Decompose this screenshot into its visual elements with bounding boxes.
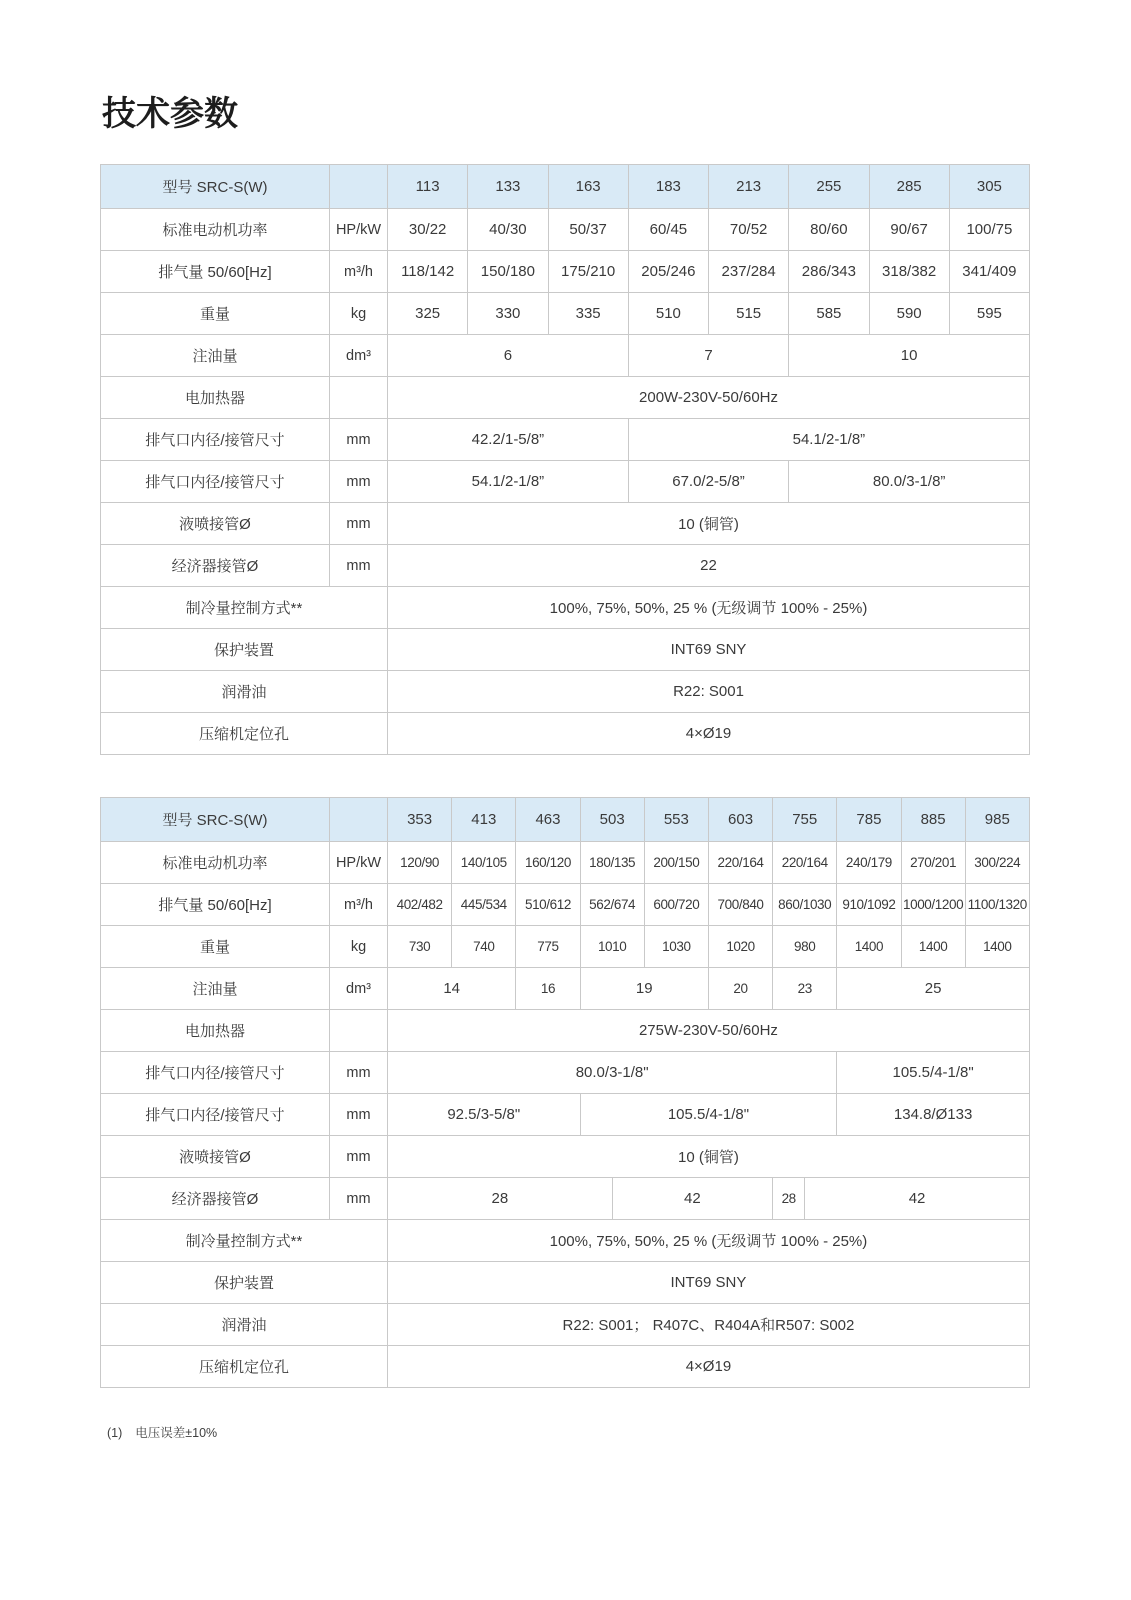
- value-cell: 70/52: [709, 209, 789, 251]
- spec-row: [101, 968, 1030, 1010]
- value-cell: 10 (铜管): [388, 503, 1030, 545]
- value-cell: 150/180: [468, 251, 548, 293]
- value-cell: 50/37: [548, 209, 628, 251]
- value-cell: 80.0/3-1/8": [388, 1052, 837, 1094]
- value-cell: 510/612: [516, 884, 580, 926]
- value-cell: 67.0/2-5/8”: [628, 461, 789, 503]
- spec-label: 压缩机定位孔: [101, 713, 388, 755]
- model-row-label: 型号 SRC-S(W): [101, 165, 330, 209]
- unit-cell: mm: [330, 1136, 388, 1178]
- spec-table-2-grid: [100, 797, 1030, 1388]
- spec-row: [101, 209, 1030, 251]
- value-cell: 300/224: [965, 842, 1029, 884]
- value-cell: 40/30: [468, 209, 548, 251]
- spec-row: [101, 377, 1030, 419]
- value-cell: 562/674: [580, 884, 644, 926]
- value-cell: 1030: [644, 926, 708, 968]
- value-cell: 92.5/3-5/8": [388, 1094, 581, 1136]
- model-cell: 885: [901, 798, 965, 842]
- value-cell: 175/210: [548, 251, 628, 293]
- spec-label: 制冷量控制方式**: [101, 587, 388, 629]
- value-cell: R22: S001: [388, 671, 1030, 713]
- value-cell: 16: [516, 968, 580, 1010]
- unit-cell: kg: [330, 293, 388, 335]
- unit-cell: mm: [330, 1178, 388, 1220]
- spec-label: 排气量 50/60[Hz]: [101, 884, 330, 926]
- value-cell: 54.1/2-1/8”: [388, 461, 629, 503]
- value-cell: 25: [837, 968, 1030, 1010]
- value-cell: 1010: [580, 926, 644, 968]
- value-cell: 740: [452, 926, 516, 968]
- spec-row: [101, 503, 1030, 545]
- value-cell: 286/343: [789, 251, 869, 293]
- value-cell: 730: [388, 926, 452, 968]
- value-cell: 180/135: [580, 842, 644, 884]
- unit-cell: mm: [330, 503, 388, 545]
- spec-row: [101, 884, 1030, 926]
- value-cell: 1020: [708, 926, 772, 968]
- unit-cell: mm: [330, 461, 388, 503]
- value-cell: 910/1092: [837, 884, 901, 926]
- model-cell: 353: [388, 798, 452, 842]
- value-cell: 1100/1320: [965, 884, 1029, 926]
- value-cell: 4×Ø19: [388, 713, 1030, 755]
- spec-label: 排气口内径/接管尺寸: [101, 1052, 330, 1094]
- spec-label: 经济器接管Ø: [101, 545, 330, 587]
- value-cell: 19: [580, 968, 708, 1010]
- spec-label: 排气口内径/接管尺寸: [101, 461, 330, 503]
- value-cell: 325: [388, 293, 468, 335]
- value-cell: 10 (铜管): [388, 1136, 1030, 1178]
- value-cell: 200W-230V-50/60Hz: [388, 377, 1030, 419]
- value-cell: 42: [805, 1178, 1030, 1220]
- value-cell: 220/164: [708, 842, 772, 884]
- value-cell: 105.5/4-1/8": [580, 1094, 837, 1136]
- value-cell: 54.1/2-1/8”: [628, 419, 1029, 461]
- value-cell: R22: S001； R407C、R404A和R507: S002: [388, 1304, 1030, 1346]
- value-cell: 585: [789, 293, 869, 335]
- spec-row: [101, 842, 1030, 884]
- spec-label: 液喷接管Ø: [101, 503, 330, 545]
- value-cell: 90/67: [869, 209, 949, 251]
- unit-cell: HP/kW: [330, 209, 388, 251]
- value-cell: 335: [548, 293, 628, 335]
- footnote-text: 电压误差±10%: [135, 1426, 218, 1441]
- spec-row: [101, 1346, 1030, 1388]
- model-cell: 413: [452, 798, 516, 842]
- spec-row: [101, 461, 1030, 503]
- footnote-index: (1): [107, 1426, 123, 1441]
- model-header-row: [101, 165, 1030, 209]
- value-cell: 318/382: [869, 251, 949, 293]
- value-cell: 118/142: [388, 251, 468, 293]
- spec-row: [101, 1304, 1030, 1346]
- value-cell: 1000/1200: [901, 884, 965, 926]
- unit-cell: m³/h: [330, 251, 388, 293]
- spec-label: 排气口内径/接管尺寸: [101, 1094, 330, 1136]
- value-cell: 240/179: [837, 842, 901, 884]
- spec-row: [101, 335, 1030, 377]
- spec-label: 排气量 50/60[Hz]: [101, 251, 330, 293]
- value-cell: 200/150: [644, 842, 708, 884]
- value-cell: 270/201: [901, 842, 965, 884]
- spec-row: [101, 293, 1030, 335]
- value-cell: 775: [516, 926, 580, 968]
- value-cell: 341/409: [949, 251, 1029, 293]
- value-cell: 80/60: [789, 209, 869, 251]
- spec-table-1: [100, 164, 1029, 755]
- value-cell: 28: [388, 1178, 613, 1220]
- model-cell: 785: [837, 798, 901, 842]
- value-cell: 980: [773, 926, 837, 968]
- spec-label: 压缩机定位孔: [101, 1346, 388, 1388]
- spec-label: 经济器接管Ø: [101, 1178, 330, 1220]
- value-cell: 80.0/3-1/8”: [789, 461, 1030, 503]
- spec-label: 排气口内径/接管尺寸: [101, 419, 330, 461]
- unit-cell: mm: [330, 545, 388, 587]
- model-cell: 985: [965, 798, 1029, 842]
- spec-label: 重量: [101, 293, 330, 335]
- model-cell: 285: [869, 165, 949, 209]
- spec-row: [101, 1220, 1030, 1262]
- value-cell: 220/164: [773, 842, 837, 884]
- model-cell: 603: [708, 798, 772, 842]
- value-cell: 42: [612, 1178, 772, 1220]
- value-cell: 1400: [837, 926, 901, 968]
- value-cell: INT69 SNY: [388, 1262, 1030, 1304]
- value-cell: 7: [628, 335, 789, 377]
- spec-row: [101, 629, 1030, 671]
- value-cell: INT69 SNY: [388, 629, 1030, 671]
- spec-label: 润滑油: [101, 1304, 388, 1346]
- spec-row: [101, 587, 1030, 629]
- spec-row: [101, 1010, 1030, 1052]
- value-cell: 600/720: [644, 884, 708, 926]
- unit-cell: [330, 377, 388, 419]
- spec-row: [101, 1178, 1030, 1220]
- value-cell: 10: [789, 335, 1030, 377]
- spec-row: [101, 251, 1030, 293]
- spec-row: [101, 1136, 1030, 1178]
- spec-label: 电加热器: [101, 1010, 330, 1052]
- model-cell: 305: [949, 165, 1029, 209]
- spec-row: [101, 545, 1030, 587]
- unit-cell: m³/h: [330, 884, 388, 926]
- model-row-label: 型号 SRC-S(W): [101, 798, 330, 842]
- value-cell: 100/75: [949, 209, 1029, 251]
- footnote: [107, 1423, 1131, 1441]
- value-cell: 100%, 75%, 50%, 25 % (无级调节 100% - 25%): [388, 1220, 1030, 1262]
- value-cell: 60/45: [628, 209, 708, 251]
- model-cell: 183: [628, 165, 708, 209]
- unit-cell: mm: [330, 1052, 388, 1094]
- value-cell: 515: [709, 293, 789, 335]
- value-cell: 237/284: [709, 251, 789, 293]
- value-cell: 42.2/1-5/8”: [388, 419, 629, 461]
- value-cell: 330: [468, 293, 548, 335]
- spec-label: 电加热器: [101, 377, 330, 419]
- unit-cell: mm: [330, 419, 388, 461]
- spec-row: [101, 419, 1030, 461]
- spec-row: [101, 926, 1030, 968]
- model-cell: 503: [580, 798, 644, 842]
- spec-label: 重量: [101, 926, 330, 968]
- value-cell: 140/105: [452, 842, 516, 884]
- value-cell: 28: [773, 1178, 805, 1220]
- value-cell: 590: [869, 293, 949, 335]
- spec-row: [101, 713, 1030, 755]
- value-cell: 275W-230V-50/60Hz: [388, 1010, 1030, 1052]
- spec-row: [101, 671, 1030, 713]
- spec-label: 注油量: [101, 968, 330, 1010]
- model-cell: 113: [388, 165, 468, 209]
- spec-row: [101, 1262, 1030, 1304]
- unit-cell: HP/kW: [330, 842, 388, 884]
- value-cell: 134.8/Ø133: [837, 1094, 1030, 1136]
- value-cell: 1400: [965, 926, 1029, 968]
- spec-row: [101, 1094, 1030, 1136]
- value-cell: 700/840: [708, 884, 772, 926]
- page-title: 技术参数: [102, 95, 238, 133]
- value-cell: 160/120: [516, 842, 580, 884]
- value-cell: 20: [708, 968, 772, 1010]
- value-cell: 205/246: [628, 251, 708, 293]
- value-cell: 6: [388, 335, 629, 377]
- spec-table-1-grid: [100, 164, 1030, 755]
- unit-header-cell: [330, 165, 388, 209]
- model-cell: 463: [516, 798, 580, 842]
- value-cell: 23: [773, 968, 837, 1010]
- spec-label: 制冷量控制方式**: [101, 1220, 388, 1262]
- spec-label: 润滑油: [101, 671, 388, 713]
- spec-label: 标准电动机功率: [101, 842, 330, 884]
- spec-label: 注油量: [101, 335, 330, 377]
- value-cell: 510: [628, 293, 708, 335]
- value-cell: 1400: [901, 926, 965, 968]
- spec-label: 液喷接管Ø: [101, 1136, 330, 1178]
- model-cell: 163: [548, 165, 628, 209]
- spec-label: 保护装置: [101, 1262, 388, 1304]
- model-cell: 755: [773, 798, 837, 842]
- value-cell: 22: [388, 545, 1030, 587]
- spec-label: 保护装置: [101, 629, 388, 671]
- value-cell: 30/22: [388, 209, 468, 251]
- value-cell: 120/90: [388, 842, 452, 884]
- model-cell: 553: [644, 798, 708, 842]
- model-cell: 213: [709, 165, 789, 209]
- value-cell: 402/482: [388, 884, 452, 926]
- unit-cell: mm: [330, 1094, 388, 1136]
- unit-header-cell: [330, 798, 388, 842]
- value-cell: 14: [388, 968, 516, 1010]
- model-cell: 255: [789, 165, 869, 209]
- model-cell: 133: [468, 165, 548, 209]
- unit-cell: dm³: [330, 968, 388, 1010]
- value-cell: 445/534: [452, 884, 516, 926]
- unit-cell: dm³: [330, 335, 388, 377]
- value-cell: 860/1030: [773, 884, 837, 926]
- value-cell: 105.5/4-1/8": [837, 1052, 1030, 1094]
- unit-cell: kg: [330, 926, 388, 968]
- value-cell: 595: [949, 293, 1029, 335]
- unit-cell: [330, 1010, 388, 1052]
- spec-label: 标准电动机功率: [101, 209, 330, 251]
- value-cell: 4×Ø19: [388, 1346, 1030, 1388]
- spec-row: [101, 1052, 1030, 1094]
- model-header-row: [101, 798, 1030, 842]
- spec-table-2: [100, 797, 1029, 1388]
- value-cell: 100%, 75%, 50%, 25 % (无级调节 100% - 25%): [388, 587, 1030, 629]
